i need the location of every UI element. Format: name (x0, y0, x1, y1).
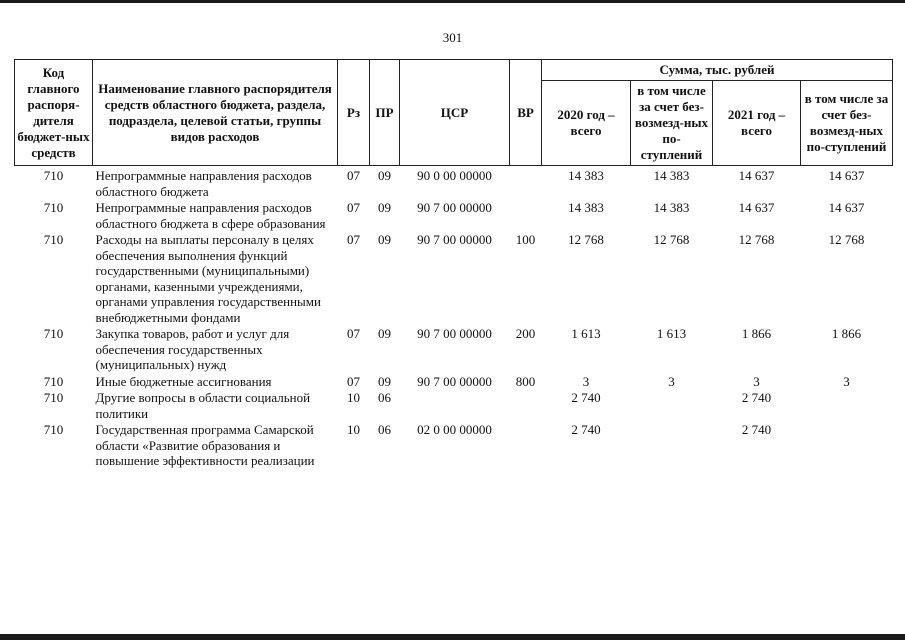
cell-vr (510, 166, 542, 201)
cell-rz: 07 (347, 326, 360, 341)
cell-pr: 09 (378, 232, 391, 247)
cell-name: Иные бюджетные ассигнования (95, 373, 272, 389)
cell-2020-free (631, 422, 713, 470)
cell-2021-total: 14 637 (738, 200, 775, 215)
cell-2020-total: 12 768 (568, 232, 604, 247)
header-code: Код главного распоря-дителя бюджет-ных средств (15, 60, 93, 166)
cell-name: Другие вопросы в области социальной политики (95, 390, 311, 421)
cell-vr (510, 200, 542, 232)
header-rz: Рз (338, 60, 370, 166)
cell-2021-total: 2 740 (741, 422, 772, 437)
cell-2020-total: 14 383 (568, 168, 604, 183)
cell-code: 710 (43, 390, 64, 405)
cell-vr: 100 (515, 232, 536, 247)
cell-name: Расходы на выплаты персоналу в целях обеспечения выполнения функций государственными (муниципальными) органами, казенными учреждениями, органами управления государственными внебюджетными фондами (95, 232, 321, 325)
cell-2020-free: 1 613 (656, 326, 687, 341)
cell-pr: 06 (378, 422, 391, 437)
cell-code: 710 (43, 326, 64, 341)
cell-csr: 90 7 00 00000 (417, 326, 492, 341)
header-sum-group: Сумма, тыс. рублей (542, 60, 893, 81)
header-csr: ЦСР (400, 60, 510, 166)
cell-code: 710 (43, 200, 64, 215)
header-vr: ВР (510, 60, 542, 166)
cell-pr: 09 (378, 168, 391, 183)
cell-2020-free: 12 768 (653, 232, 690, 247)
table-row (15, 166, 893, 201)
cell-csr: 90 0 00 00000 (417, 168, 492, 183)
cell-rz: 07 (347, 168, 360, 183)
cell-2020-free: 3 (668, 373, 675, 389)
budget-table (14, 59, 893, 470)
cell-2021-free (801, 390, 893, 422)
cell-code: 710 (43, 422, 64, 437)
cell-code: 710 (43, 232, 64, 247)
cell-csr: 02 0 00 00000 (417, 422, 492, 437)
cell-2021-total: 12 768 (738, 232, 775, 247)
cell-vr (510, 390, 542, 422)
cell-name: Непрограммные направления расходов областного бюджета (95, 168, 312, 199)
cell-name: Непрограммные направления расходов областного бюджета в сфере образования (95, 200, 326, 231)
cell-2020-free (631, 390, 713, 422)
cell-code: 710 (43, 373, 64, 389)
cell-rz: 10 (347, 422, 360, 437)
cell-2020-total: 2 740 (571, 422, 601, 437)
cell-2020-total: 14 383 (568, 200, 604, 215)
cell-2021-total: 2 740 (741, 390, 772, 405)
header-2020-free: в том числе за счет без-возмезд-ных по-ступлений (631, 81, 713, 166)
table-row (15, 326, 893, 374)
cell-2020-total: 3 (582, 373, 590, 389)
cell-vr: 200 (515, 326, 536, 341)
cell-rz: 07 (347, 232, 360, 247)
cell-2020-free: 14 383 (653, 200, 690, 215)
top-rule (0, 0, 905, 3)
table-row (15, 374, 893, 391)
cell-rz: 07 (347, 373, 360, 389)
cell-csr (400, 390, 510, 422)
cell-2021-free: 1 866 (831, 326, 862, 341)
table-row (15, 390, 893, 422)
cell-pr: 09 (378, 326, 391, 341)
cell-csr: 90 7 00 00000 (417, 200, 492, 215)
cell-2020-total: 1 613 (571, 326, 601, 341)
table-row (15, 232, 893, 326)
cell-name: Государственная программа Самарской области «Развитие образования и повышение эффективности реализации (95, 422, 315, 468)
cell-vr (510, 422, 542, 470)
cell-code: 710 (43, 168, 64, 183)
cell-2020-total: 2 740 (571, 390, 601, 405)
cell-2020-free: 14 383 (653, 168, 690, 183)
table-row (15, 422, 893, 470)
cell-2021-total: 3 (753, 373, 760, 389)
cell-csr: 90 7 00 00000 (417, 232, 492, 247)
cell-2021-total: 14 637 (738, 168, 775, 183)
cell-2021-total: 1 866 (741, 326, 772, 341)
cell-name: Закупка товаров, работ и услуг для обеспечения государственных (муниципальных) нужд (95, 326, 290, 372)
cell-2021-free: 14 637 (828, 168, 865, 183)
cell-pr: 09 (378, 373, 391, 389)
cell-pr: 09 (378, 200, 391, 215)
header-2020-total: 2020 год – всего (542, 81, 631, 166)
page-number: 301 (442, 30, 463, 45)
bottom-rule (0, 634, 905, 640)
cell-vr: 800 (515, 373, 536, 389)
cell-2021-free: 3 (843, 373, 850, 389)
cell-2021-free (801, 422, 893, 470)
cell-rz: 10 (347, 390, 360, 405)
cell-rz: 07 (347, 200, 360, 215)
header-2021-total: 2021 год – всего (713, 81, 801, 166)
cell-csr: 90 7 00 00000 (417, 373, 492, 389)
header-2021-free: в том числе за счет без-возмезд-ных по-ступлений (801, 81, 893, 166)
header-pr: ПР (370, 60, 400, 166)
cell-2021-free: 12 768 (828, 232, 865, 247)
header-name: Наименование главного распорядителя средств областного бюджета, раздела, подраздела, целевой статьи, группы видов расходов (93, 60, 338, 166)
cell-pr: 06 (378, 390, 391, 405)
cell-2021-free: 14 637 (828, 200, 865, 215)
table-row (15, 200, 893, 232)
